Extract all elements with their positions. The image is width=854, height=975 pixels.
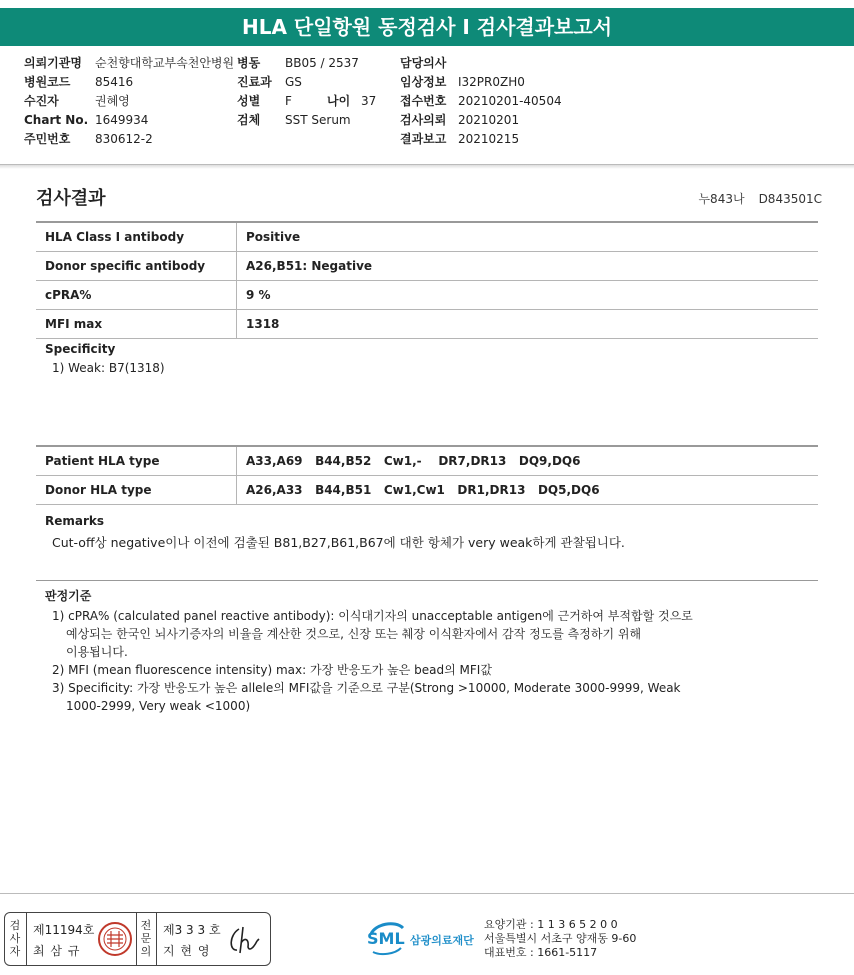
hospital-code-value: 85416 bbox=[95, 75, 134, 89]
ward-value: BB05 / 2537 bbox=[285, 56, 359, 70]
result-key: HLA Class I antibody bbox=[36, 222, 237, 252]
hospital-code-label: 병원코드 bbox=[24, 75, 71, 89]
dept-label: 진료과 bbox=[237, 75, 272, 89]
specimen-value: SST Serum bbox=[285, 113, 351, 127]
specificity-heading: Specificity bbox=[45, 342, 116, 356]
institution-value: 순천향대학교부속천안병원 bbox=[95, 56, 235, 70]
dept-value: GS bbox=[285, 75, 302, 89]
hla-value: A33,A69 B44,B52 Cw1,- DR7,DR13 DQ9,DQ6 bbox=[237, 446, 819, 476]
table-row bbox=[36, 476, 818, 505]
footer-divider bbox=[0, 893, 854, 894]
reviewer-number: 제3 3 3 호 bbox=[163, 923, 221, 937]
table-row bbox=[36, 310, 818, 339]
institution-address bbox=[484, 918, 636, 960]
result-value: A26,B51: Negative bbox=[237, 252, 819, 281]
remarks-text: Cut-off상 negative이나 이전에 검출된 B81,B27,B61,B67에 대한 항체가 very weak하게 관찰됩니다. bbox=[52, 535, 625, 550]
clinical-value: I32PR0ZH0 bbox=[458, 75, 525, 89]
request-value: 20210201 bbox=[458, 113, 520, 127]
age-value: 37 bbox=[361, 94, 377, 108]
results-table bbox=[36, 221, 818, 339]
criteria-line: 1000-2999, Very weak <1000) bbox=[66, 699, 251, 713]
logo-text: SML bbox=[367, 929, 405, 948]
id-value: 830612-2 bbox=[95, 132, 153, 146]
inspector-name: 최 삼 규 bbox=[33, 944, 81, 958]
accession-value: 20210201-40504 bbox=[458, 94, 562, 108]
criteria-heading: 판정기준 bbox=[45, 589, 92, 603]
criteria-line: 3) Specificity: 가장 반응도가 높은 allele의 MFI값을 기준으로 구분(Strong >10000, Moderate 3000-9999, Weak bbox=[52, 681, 681, 695]
address-line: 대표번호 : 1661-5117 bbox=[484, 946, 598, 959]
signature-icon bbox=[225, 923, 265, 957]
ward-label: 병동 bbox=[237, 56, 261, 70]
table-row bbox=[36, 281, 818, 310]
signature-box bbox=[4, 912, 271, 966]
institution-label: 의뢰기관명 bbox=[24, 56, 82, 70]
specificity-item: 1) Weak: B7(1318) bbox=[52, 361, 165, 375]
remarks-heading: Remarks bbox=[45, 514, 105, 528]
table-row bbox=[36, 222, 818, 252]
org-name: 삼광의료재단 bbox=[410, 934, 474, 947]
result-value: 9 % bbox=[237, 281, 819, 310]
criteria-line: 이용됩니다. bbox=[66, 645, 128, 659]
chart-label: Chart No. bbox=[24, 113, 89, 127]
result-code-1: 누843나 bbox=[698, 192, 745, 206]
criteria-line: 예상되는 한국인 뇌사기증자의 비율을 계산한 것으로, 신장 또는 췌장 이식환자에서 감작 정도를 측정하기 위해 bbox=[66, 627, 642, 641]
patient-label: 수진자 bbox=[24, 94, 59, 108]
id-label: 주민번호 bbox=[24, 132, 71, 146]
report-label: 결과보고 bbox=[400, 132, 447, 146]
reviewer-label: 전 문 의 bbox=[140, 919, 152, 958]
criteria-divider bbox=[36, 580, 818, 581]
hla-key: Patient HLA type bbox=[36, 446, 237, 476]
sex-label: 성별 bbox=[237, 94, 261, 108]
table-row bbox=[36, 252, 818, 281]
address-line: 요양기관 : 1 1 3 6 5 2 0 0 bbox=[484, 918, 618, 931]
header-shadow bbox=[0, 165, 854, 169]
results-title: 검사결과 bbox=[36, 188, 106, 209]
seal-stamp-icon bbox=[97, 921, 133, 957]
info-col-2 bbox=[237, 54, 376, 130]
result-codes bbox=[684, 190, 822, 207]
inspector-number: 제11194호 bbox=[33, 923, 95, 937]
reviewer-name: 지 현 영 bbox=[163, 944, 211, 958]
doctor-label: 담당의사 bbox=[400, 56, 447, 70]
accession-label: 접수번호 bbox=[400, 94, 447, 108]
clinical-label: 임상정보 bbox=[400, 75, 447, 89]
result-key: MFI max bbox=[36, 310, 237, 339]
criteria-line: 2) MFI (mean fluorescence intensity) max: 가장 반응도가 높은 bead의 MFI값 bbox=[52, 663, 492, 677]
patient-value: 권혜영 bbox=[95, 94, 130, 108]
result-value: 1318 bbox=[237, 310, 819, 339]
result-key: cPRA% bbox=[36, 281, 237, 310]
hla-key: Donor HLA type bbox=[36, 476, 237, 505]
inspector-label: 검 사 자 bbox=[9, 919, 21, 958]
criteria-list bbox=[52, 607, 832, 715]
criteria-line: 1) cPRA% (calculated panel reactive antibody): 이식대기자의 unacceptable antigen에 근거하여 부적합할 것으로 bbox=[52, 609, 693, 623]
report-title: HLA 단일항원 동정검사 I 검사결과보고서 bbox=[0, 8, 854, 46]
result-code-2: D843501C bbox=[758, 192, 822, 206]
sex-value: F bbox=[285, 94, 292, 108]
specimen-label: 검체 bbox=[237, 113, 261, 127]
hla-type-table bbox=[36, 445, 818, 505]
info-col-3 bbox=[400, 54, 562, 149]
table-row bbox=[36, 446, 818, 476]
result-key: Donor specific antibody bbox=[36, 252, 237, 281]
hla-value: A26,A33 B44,B51 Cw1,Cw1 DR1,DR13 DQ5,DQ6 bbox=[237, 476, 819, 505]
chart-value: 1649934 bbox=[95, 113, 149, 127]
report-value: 20210215 bbox=[458, 132, 520, 146]
request-label: 검사의뢰 bbox=[400, 113, 447, 127]
info-col-1 bbox=[24, 54, 234, 149]
address-line: 서울특별시 서초구 양재동 9-60 bbox=[484, 932, 637, 945]
result-value: Positive bbox=[237, 222, 819, 252]
age-label: 나이 bbox=[327, 94, 351, 108]
